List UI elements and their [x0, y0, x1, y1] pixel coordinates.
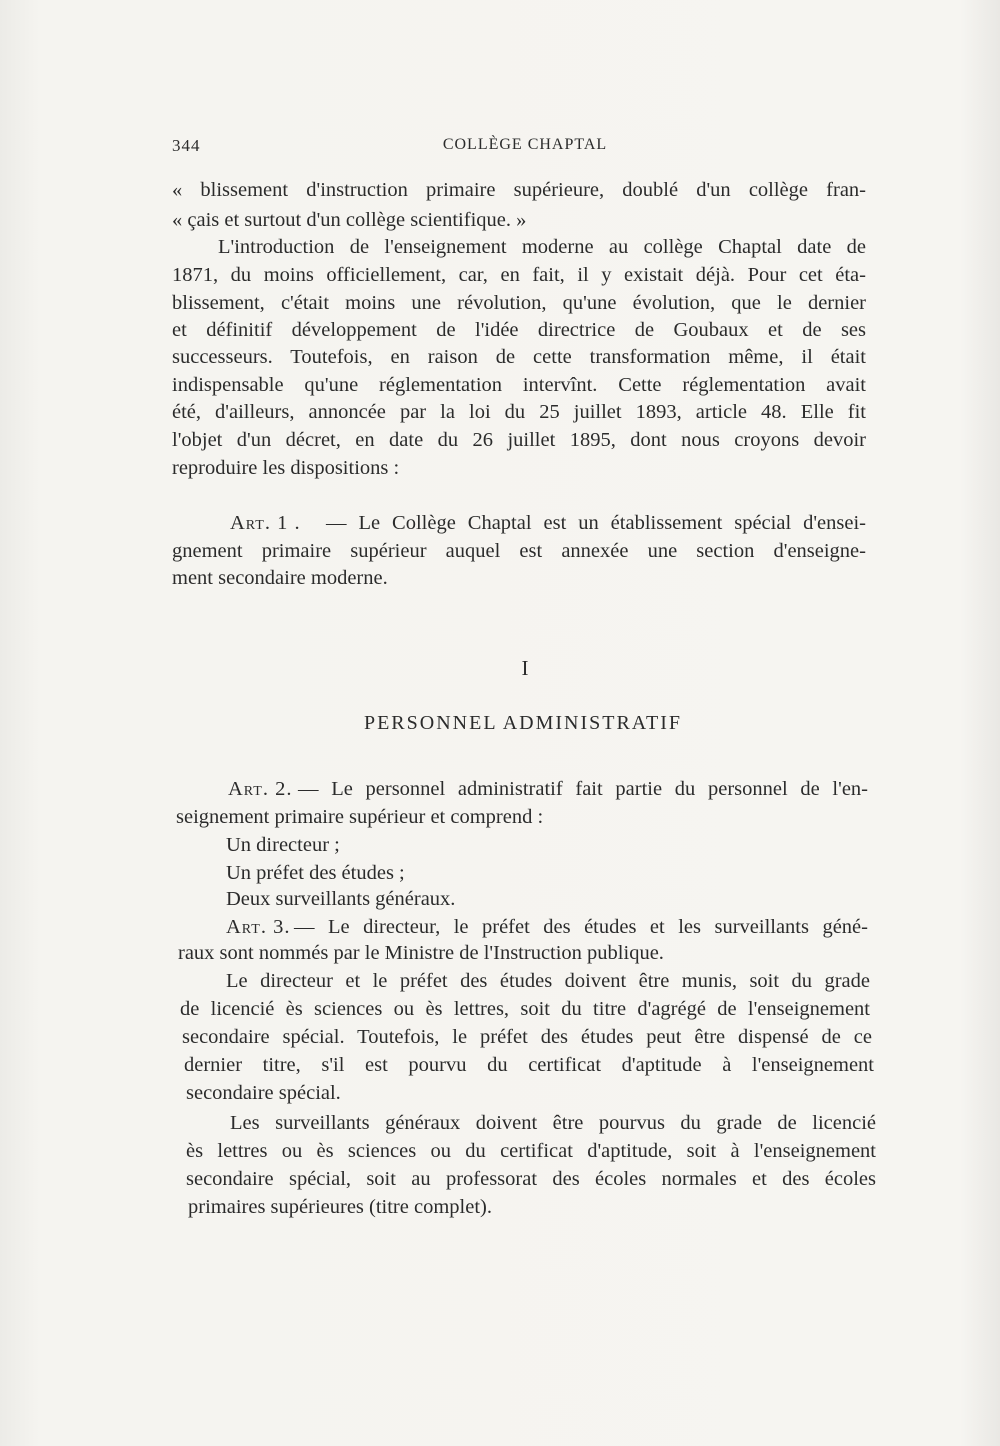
body-line: primaires supérieures (titre complet). — [188, 1196, 492, 1218]
body-line: été, d'ailleurs, annoncée par la loi du 25 juillet 1893, article 48. Elle fit — [172, 401, 866, 423]
body-line: raux sont nommés par le Ministre de l'Instruction publique. — [178, 942, 664, 964]
article-label: Art. 3. — [226, 916, 291, 938]
body-line: secondaire spécial, soit au professorat des écoles normales et des écoles — [186, 1168, 876, 1190]
body-line: « çais et surtout d'un collège scientifique. » — [172, 209, 527, 231]
section-numeral: I — [521, 656, 529, 680]
body-line: secondaire spécial. Toutefois, le préfet des études peut être dispensé de ce — [182, 1026, 872, 1048]
body-line: 1871, du moins officiellement, car, en fait, il y existait déjà. Pour cet éta- — [172, 264, 866, 286]
body-line: — Le personnel administratif fait partie du personnel de l'en- — [298, 778, 868, 800]
body-line: — Le directeur, le préfet des études et les surveillants géné- — [294, 916, 868, 938]
article-label: Art. 1 . — [230, 512, 301, 534]
body-line: « blissement d'instruction primaire supérieure, doublé d'un collège fran- — [172, 179, 866, 201]
page-number: 344 — [172, 136, 201, 155]
body-line: et définitif développement de l'idée directrice de Goubaux et de ses — [172, 319, 866, 341]
body-line: Le directeur et le préfet des études doivent être munis, soit du grade — [226, 970, 870, 992]
list-item: Un préfet des études ; — [226, 862, 405, 884]
body-line: l'objet d'un décret, en date du 26 juillet 1895, dont nous croyons devoir — [172, 429, 866, 451]
body-line: Les surveillants généraux doivent être pourvus du grade de licencié — [230, 1112, 876, 1134]
body-line: blissement, c'était moins une révolution, qu'une évolution, que le dernier — [172, 292, 866, 314]
running-title: COLLÈGE CHAPTAL — [442, 136, 608, 153]
body-line: seignement primaire supérieur et comprend : — [176, 806, 544, 828]
list-item: Un directeur ; — [226, 834, 340, 856]
body-line: successeurs. Toutefois, en raison de cette transformation même, il était — [172, 346, 866, 368]
section-title: PERSONNEL ADMINISTRATIF — [363, 712, 683, 734]
body-line: secondaire spécial. — [186, 1082, 341, 1104]
body-line: de licencié ès sciences ou ès lettres, soit du titre d'agrégé de l'enseignement — [180, 998, 870, 1020]
running-head — [172, 136, 878, 160]
body-line: indispensable qu'une réglementation intervînt. Cette réglementation avait — [172, 374, 866, 396]
article-label: Art. 2. — [228, 778, 293, 800]
body-line: L'introduction de l'enseignement moderne au collège Chaptal date de — [218, 236, 866, 258]
list-item: Deux surveillants généraux. — [226, 888, 456, 910]
body-line: reproduire les dispositions : — [172, 457, 400, 479]
body-line: ment secondaire moderne. — [172, 567, 388, 589]
body-line: dernier titre, s'il est pourvu du certificat d'aptitude à l'enseignement — [184, 1054, 874, 1076]
body-line: gnement primaire supérieur auquel est annexée une section d'enseigne- — [172, 540, 866, 562]
body-line: ès lettres ou ès sciences ou du certificat d'aptitude, soit à l'enseignement — [186, 1140, 876, 1162]
body-line: — Le Collège Chaptal est un établissement spécial d'ensei- — [326, 512, 866, 534]
